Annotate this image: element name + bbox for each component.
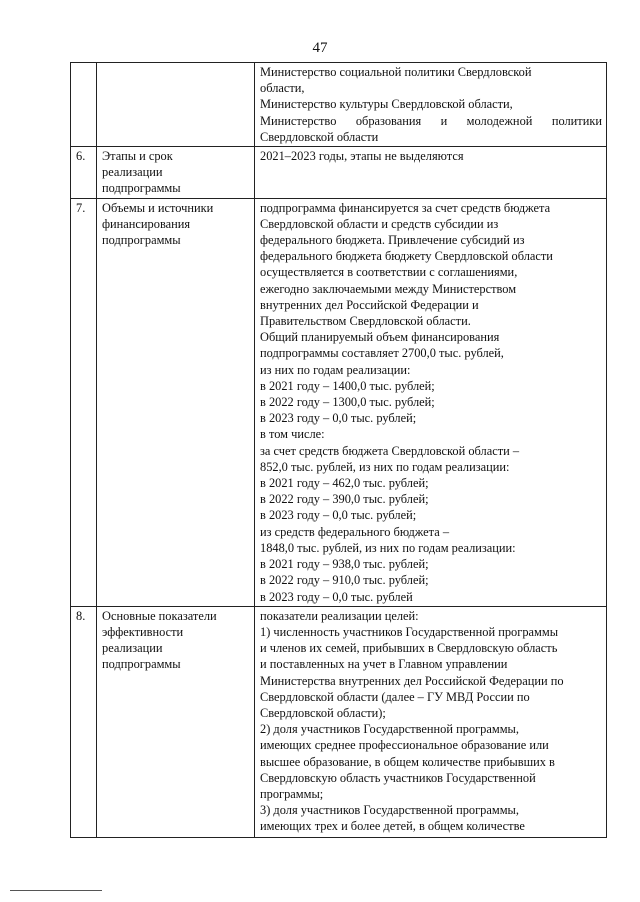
row-body-cell [255,606,607,837]
name-line: подпрограммы [102,233,181,248]
name-line: финансирования [102,216,191,231]
body-line: в 2022 году – 910,0 тыс. рублей; [260,573,429,588]
body-line: Свердловской области (далее – ГУ МВД России по [260,689,530,704]
body-line: Свердловской области); [260,705,386,720]
body-line: в 2022 году – 1300,0 тыс. рублей; [260,395,435,410]
body-line: Министерство социальной политики Свердловской [260,65,532,79]
body-line: и членов их семей, прибывших в Свердловскую область [260,641,558,656]
body-line: в 2023 году – 0,0 тыс. рублей [260,589,413,604]
body-line: Свердловскую область участников Государственной [260,770,536,785]
body-line: Общий планируемый объем финансирования [260,330,500,345]
body-line: ежегодно заключаемыми между Министерством [260,281,517,296]
name-line: Этапы и срок [102,149,173,164]
name-line: эффективности [102,624,184,639]
body-line: федерального бюджета. Привлечение субсидий из [260,233,525,248]
body-line: Министерство культуры Свердловской области, [260,97,513,112]
body-line: Министерства внутренних дел Российской Федерации по [260,673,564,688]
name-line: подпрограммы [102,181,181,196]
body-line: 1) численность участников Государственной программы [260,624,559,639]
table-row [71,606,607,837]
row-number-cell: 7. [71,198,97,606]
row-name-cell [97,606,255,837]
body-line: в 2023 году – 0,0 тыс. рублей; [260,411,417,426]
page-number: 47 [312,40,328,56]
body-line: в 2023 году – 0,0 тыс. рублей; [260,508,417,523]
footer-rule [10,890,102,891]
table-row [71,147,607,199]
body-line: в 2021 году – 462,0 тыс. рублей; [260,476,429,491]
body-line: высшее образование, в общем количестве прибывших в [260,754,555,769]
row-name-cell [97,63,255,147]
row-number-cell [71,63,97,147]
body-line: Свердловской области и средств субсидии из [260,216,499,231]
body-line: в 2021 году – 938,0 тыс. рублей; [260,557,429,572]
body-line: в 2022 году – 390,0 тыс. рублей; [260,492,429,507]
body-line: показатели реализации целей: [260,608,419,623]
name-line: Основные показатели [102,608,217,623]
body-line: 1848,0 тыс. рублей, из них по годам реализации: [260,540,516,555]
body-line: Свердловской области [260,129,379,144]
body-line: 2) доля участников Государственной программы, [260,722,519,737]
body-line: имеющих трех и более детей, в общем количестве [260,819,525,834]
body-line: и поставленных на учет в Главном управлении [260,657,508,672]
body-line: программы; [260,786,324,801]
row-body-cell [255,63,607,147]
passport-table [70,62,607,838]
body-line: из средств федерального бюджета – [260,524,450,539]
table-row [71,63,607,147]
body-line: в том числе: [260,427,325,442]
row-number-cell: 6. [71,147,97,199]
body-line: внутренних дел Российской Федерации и [260,297,479,312]
body-line: из них по годам реализации: [260,362,411,377]
body-line: Министерство образования и молодежной политики [260,113,602,128]
body-line: Правительством Свердловской области. [260,314,471,329]
name-line: Объемы и источники [102,200,214,215]
row-body-cell [255,198,607,606]
body-line: имеющих среднее профессиональное образование или [260,738,549,753]
body-line: области, [260,81,305,96]
row-body-cell [255,147,607,199]
body-line: подпрограмма финансируется за счет средств бюджета [260,200,551,215]
table-row [71,198,607,606]
row-name-cell [97,198,255,606]
body-line: 852,0 тыс. рублей, из них по годам реализации: [260,459,510,474]
row-name-cell [97,147,255,199]
name-line: реализации [102,165,163,180]
name-line: реализации [102,641,163,656]
body-line: за счет средств бюджета Свердловской области – [260,443,520,458]
body-line: подпрограммы составляет 2700,0 тыс. рублей, [260,346,504,361]
row-number-cell: 8. [71,606,97,837]
body-line: 2021–2023 годы, этапы не выделяются [260,149,464,164]
body-line: осуществляется в соответствии с соглашениями, [260,265,518,280]
body-line: в 2021 году – 1400,0 тыс. рублей; [260,378,435,393]
name-line: подпрограммы [102,657,181,672]
body-line: 3) доля участников Государственной программы, [260,803,519,818]
body-line: федерального бюджета бюджету Свердловской области [260,249,553,264]
